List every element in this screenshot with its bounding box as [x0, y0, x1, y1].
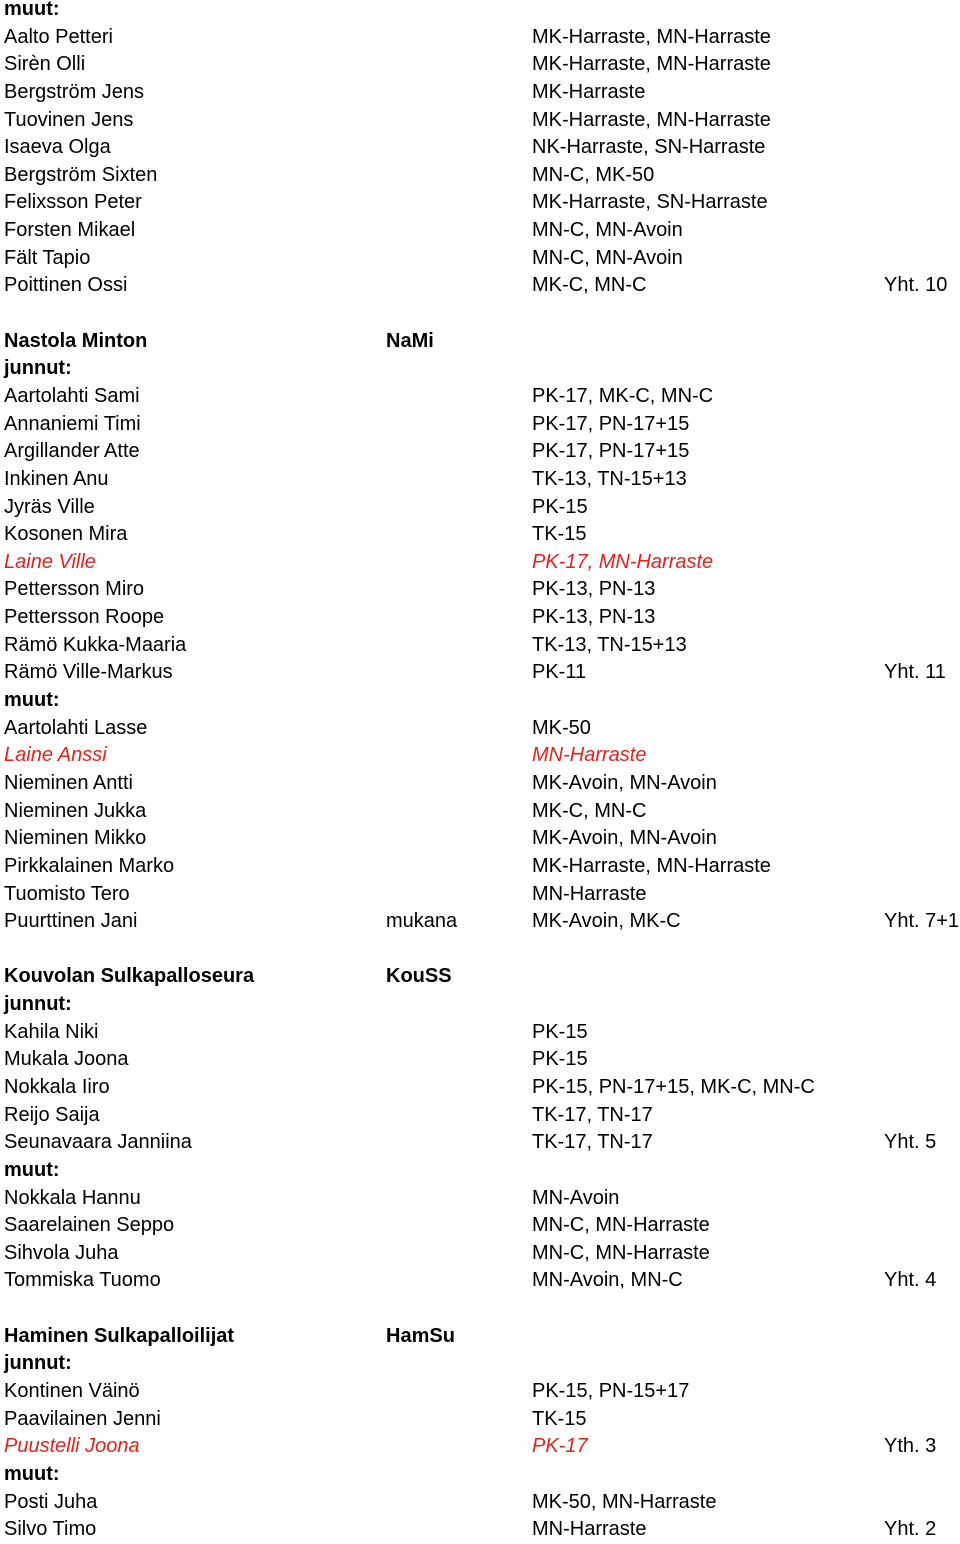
player-row [4, 1019, 960, 1047]
group-total: Yht. 2 [884, 1518, 937, 1541]
player-events: MK-Avoin, MN-Avoin [532, 827, 717, 850]
player-name: Mukala Joona [4, 1048, 129, 1071]
group-heading-label: muut: [4, 0, 60, 20]
player-name: Puustelli Joona [4, 1435, 140, 1458]
player-name: Laine Ville [4, 550, 96, 573]
player-events: MN-C, MK-50 [532, 163, 655, 186]
player-events: MK-Harraste, MN-Harraste [532, 108, 771, 131]
player-events: PK-15, PN-15+17 [532, 1380, 690, 1403]
player-events: MN-C, MN-Avoin [532, 219, 683, 242]
player-row [4, 1102, 960, 1130]
player-events: MK-50 [532, 716, 591, 739]
player-row [4, 1516, 960, 1544]
player-row [4, 107, 960, 135]
group-heading-label: junnut: [4, 357, 72, 380]
player-row [4, 1074, 960, 1102]
group-heading [4, 1350, 960, 1378]
player-name: Poittinen Ossi [4, 274, 128, 297]
player-name: Laine Anssi [4, 744, 107, 767]
club-name: Kouvolan Sulkapalloseura [4, 965, 255, 988]
club-header [4, 328, 960, 356]
player-name: Seunavaara Janniina [4, 1131, 192, 1154]
group-heading-label: junnut: [4, 993, 72, 1016]
club-header [4, 1323, 960, 1351]
player-events: MN-C, MN-Avoin [532, 246, 683, 269]
player-row [4, 1046, 960, 1074]
player-row [4, 51, 960, 79]
player-name: Rämö Ville-Markus [4, 661, 173, 684]
player-events: TK-17, TN-17 [532, 1131, 653, 1154]
player-row [4, 245, 960, 273]
player-name: Nieminen Antti [4, 771, 133, 794]
player-name: Jyräs Ville [4, 495, 95, 518]
player-name: Nieminen Jukka [4, 799, 147, 822]
player-name: Bergström Jens [4, 80, 145, 103]
player-name: Paavilainen Jenni [4, 1407, 161, 1430]
player-row [4, 162, 960, 190]
player-events: PK-17, MN-Harraste [532, 550, 714, 573]
player-name: Felixsson Peter [4, 191, 142, 214]
player-events: MK-Harraste, MN-Harraste [532, 854, 771, 877]
group-heading [4, 991, 960, 1019]
group-heading-label: muut: [4, 1158, 60, 1181]
player-name: Sirèn Olli [4, 53, 86, 76]
player-events: TK-15 [532, 1407, 587, 1430]
group-total: Yht. 10 [884, 274, 948, 297]
player-row [4, 1406, 960, 1434]
player-row [4, 466, 960, 494]
club-name: Nastola Minton [4, 329, 148, 352]
player-row [4, 217, 960, 245]
player-events: MN-Avoin, MN-C [532, 1269, 683, 1292]
player-row [4, 272, 960, 300]
player-events: PK-13, PN-13 [532, 606, 656, 629]
club-abbreviation: KouSS [386, 965, 452, 988]
player-name: Puurttinen Jani [4, 910, 138, 933]
player-name: Tuovinen Jens [4, 108, 134, 131]
player-row [4, 521, 960, 549]
player-name: Forsten Mikael [4, 219, 136, 242]
group-heading [4, 1461, 960, 1489]
player-row [4, 1129, 960, 1157]
player-name: Annaniemi Timi [4, 412, 141, 435]
player-events: PK-15 [532, 1048, 588, 1071]
section-spacer [4, 300, 960, 328]
player-row [4, 881, 960, 909]
player-row [4, 576, 960, 604]
player-events: TK-13, TN-15+13 [532, 633, 687, 656]
player-name: Fält Tapio [4, 246, 91, 269]
player-events: MK-50, MN-Harraste [532, 1490, 717, 1513]
player-events: PK-17, MK-C, MN-C [532, 384, 714, 407]
player-events: PK-15 [532, 495, 588, 518]
player-name: Aartolahti Lasse [4, 716, 148, 739]
section-spacer [4, 936, 960, 964]
group-heading-label: junnut: [4, 1352, 72, 1375]
player-row [4, 798, 960, 826]
player-row [4, 908, 960, 936]
player-row [4, 549, 960, 577]
club-header [4, 963, 960, 991]
player-note: mukana [386, 910, 458, 933]
player-events: TK-13, TN-15+13 [532, 467, 687, 490]
group-total: Yht. 11 [884, 661, 946, 684]
player-name: Silvo Timo [4, 1518, 97, 1541]
player-name: Pettersson Roope [4, 606, 165, 629]
player-row [4, 1489, 960, 1517]
player-events: TK-17, TN-17 [532, 1103, 653, 1126]
player-events: MK-Avoin, MK-C [532, 910, 681, 933]
player-events: MN-C, MN-Harraste [532, 1241, 710, 1264]
player-events: PK-11 [532, 661, 587, 684]
player-name: Saarelainen Seppo [4, 1214, 175, 1237]
player-name: Tommiska Tuomo [4, 1269, 161, 1292]
player-events: PK-13, PN-13 [532, 578, 656, 601]
player-row [4, 438, 960, 466]
player-row [4, 604, 960, 632]
player-events: MN-C, MN-Harraste [532, 1214, 710, 1237]
player-row [4, 853, 960, 881]
player-events: MK-C, MN-C [532, 799, 647, 822]
player-row [4, 1240, 960, 1268]
player-name: Pettersson Miro [4, 578, 145, 601]
player-name: Tuomisto Tero [4, 882, 130, 905]
player-name: Kosonen Mira [4, 523, 128, 546]
player-name: Kahila Niki [4, 1020, 99, 1043]
player-row [4, 715, 960, 743]
player-row [4, 1212, 960, 1240]
player-name: Nieminen Mikko [4, 827, 147, 850]
player-row [4, 1185, 960, 1213]
registration-list [4, 0, 960, 1544]
group-total: Yth. 3 [884, 1435, 937, 1458]
player-name: Rämö Kukka-Maaria [4, 633, 187, 656]
group-heading [4, 0, 960, 24]
group-total: Yht. 5 [884, 1131, 937, 1154]
player-events: MN-Avoin [532, 1186, 620, 1209]
player-name: Reijo Saija [4, 1103, 100, 1126]
player-events: MN-Harraste [532, 744, 647, 767]
player-events: MK-C, MN-C [532, 274, 647, 297]
club-abbreviation: HamSu [386, 1324, 455, 1347]
player-name: Inkinen Anu [4, 467, 109, 490]
player-events: PK-17, PN-17+15 [532, 412, 690, 435]
group-total: Yht. 7+1 [884, 910, 960, 933]
player-row [4, 24, 960, 52]
player-row [4, 659, 960, 687]
player-row [4, 411, 960, 439]
player-name: Kontinen Väinö [4, 1380, 140, 1403]
player-row [4, 742, 960, 770]
group-heading [4, 1157, 960, 1185]
player-name: Bergström Sixten [4, 163, 158, 186]
player-events: NK-Harraste, SN-Harraste [532, 136, 766, 159]
group-heading-label: muut: [4, 1462, 60, 1485]
player-name: Posti Juha [4, 1490, 98, 1513]
player-row [4, 632, 960, 660]
club-abbreviation: NaMi [386, 329, 434, 352]
player-name: Sihvola Juha [4, 1241, 119, 1264]
club-name: Haminen Sulkapalloilijat [4, 1324, 235, 1347]
player-row [4, 189, 960, 217]
player-row [4, 1433, 960, 1461]
player-row [4, 1267, 960, 1295]
player-name: Aalto Petteri [4, 25, 113, 48]
player-name: Isaeva Olga [4, 136, 111, 159]
player-events: PK-17 [532, 1435, 588, 1458]
player-events: MK-Avoin, MN-Avoin [532, 771, 717, 794]
player-name: Aartolahti Sami [4, 384, 140, 407]
group-total: Yht. 4 [884, 1269, 937, 1292]
player-name: Nokkala Iiro [4, 1075, 110, 1098]
group-heading [4, 355, 960, 383]
player-events: PK-15 [532, 1020, 588, 1043]
player-events: PK-15, PN-17+15, MK-C, MN-C [532, 1075, 815, 1098]
player-events: MK-Harraste, SN-Harraste [532, 191, 768, 214]
player-row [4, 383, 960, 411]
group-heading-label: muut: [4, 689, 60, 712]
player-events: PK-17, PN-17+15 [532, 440, 690, 463]
player-row [4, 1378, 960, 1406]
player-name: Nokkala Hannu [4, 1186, 141, 1209]
group-heading [4, 687, 960, 715]
player-name: Pirkkalainen Marko [4, 854, 175, 877]
player-row [4, 494, 960, 522]
player-row [4, 770, 960, 798]
player-events: MK-Harraste [532, 80, 646, 103]
player-row [4, 79, 960, 107]
player-events: TK-15 [532, 523, 587, 546]
player-events: MN-Harraste [532, 1518, 647, 1541]
player-events: MN-Harraste [532, 882, 647, 905]
section-spacer [4, 1295, 960, 1323]
player-events: MK-Harraste, MN-Harraste [532, 53, 771, 76]
player-row [4, 825, 960, 853]
player-events: MK-Harraste, MN-Harraste [532, 25, 771, 48]
player-row [4, 134, 960, 162]
player-name: Argillander Atte [4, 440, 140, 463]
